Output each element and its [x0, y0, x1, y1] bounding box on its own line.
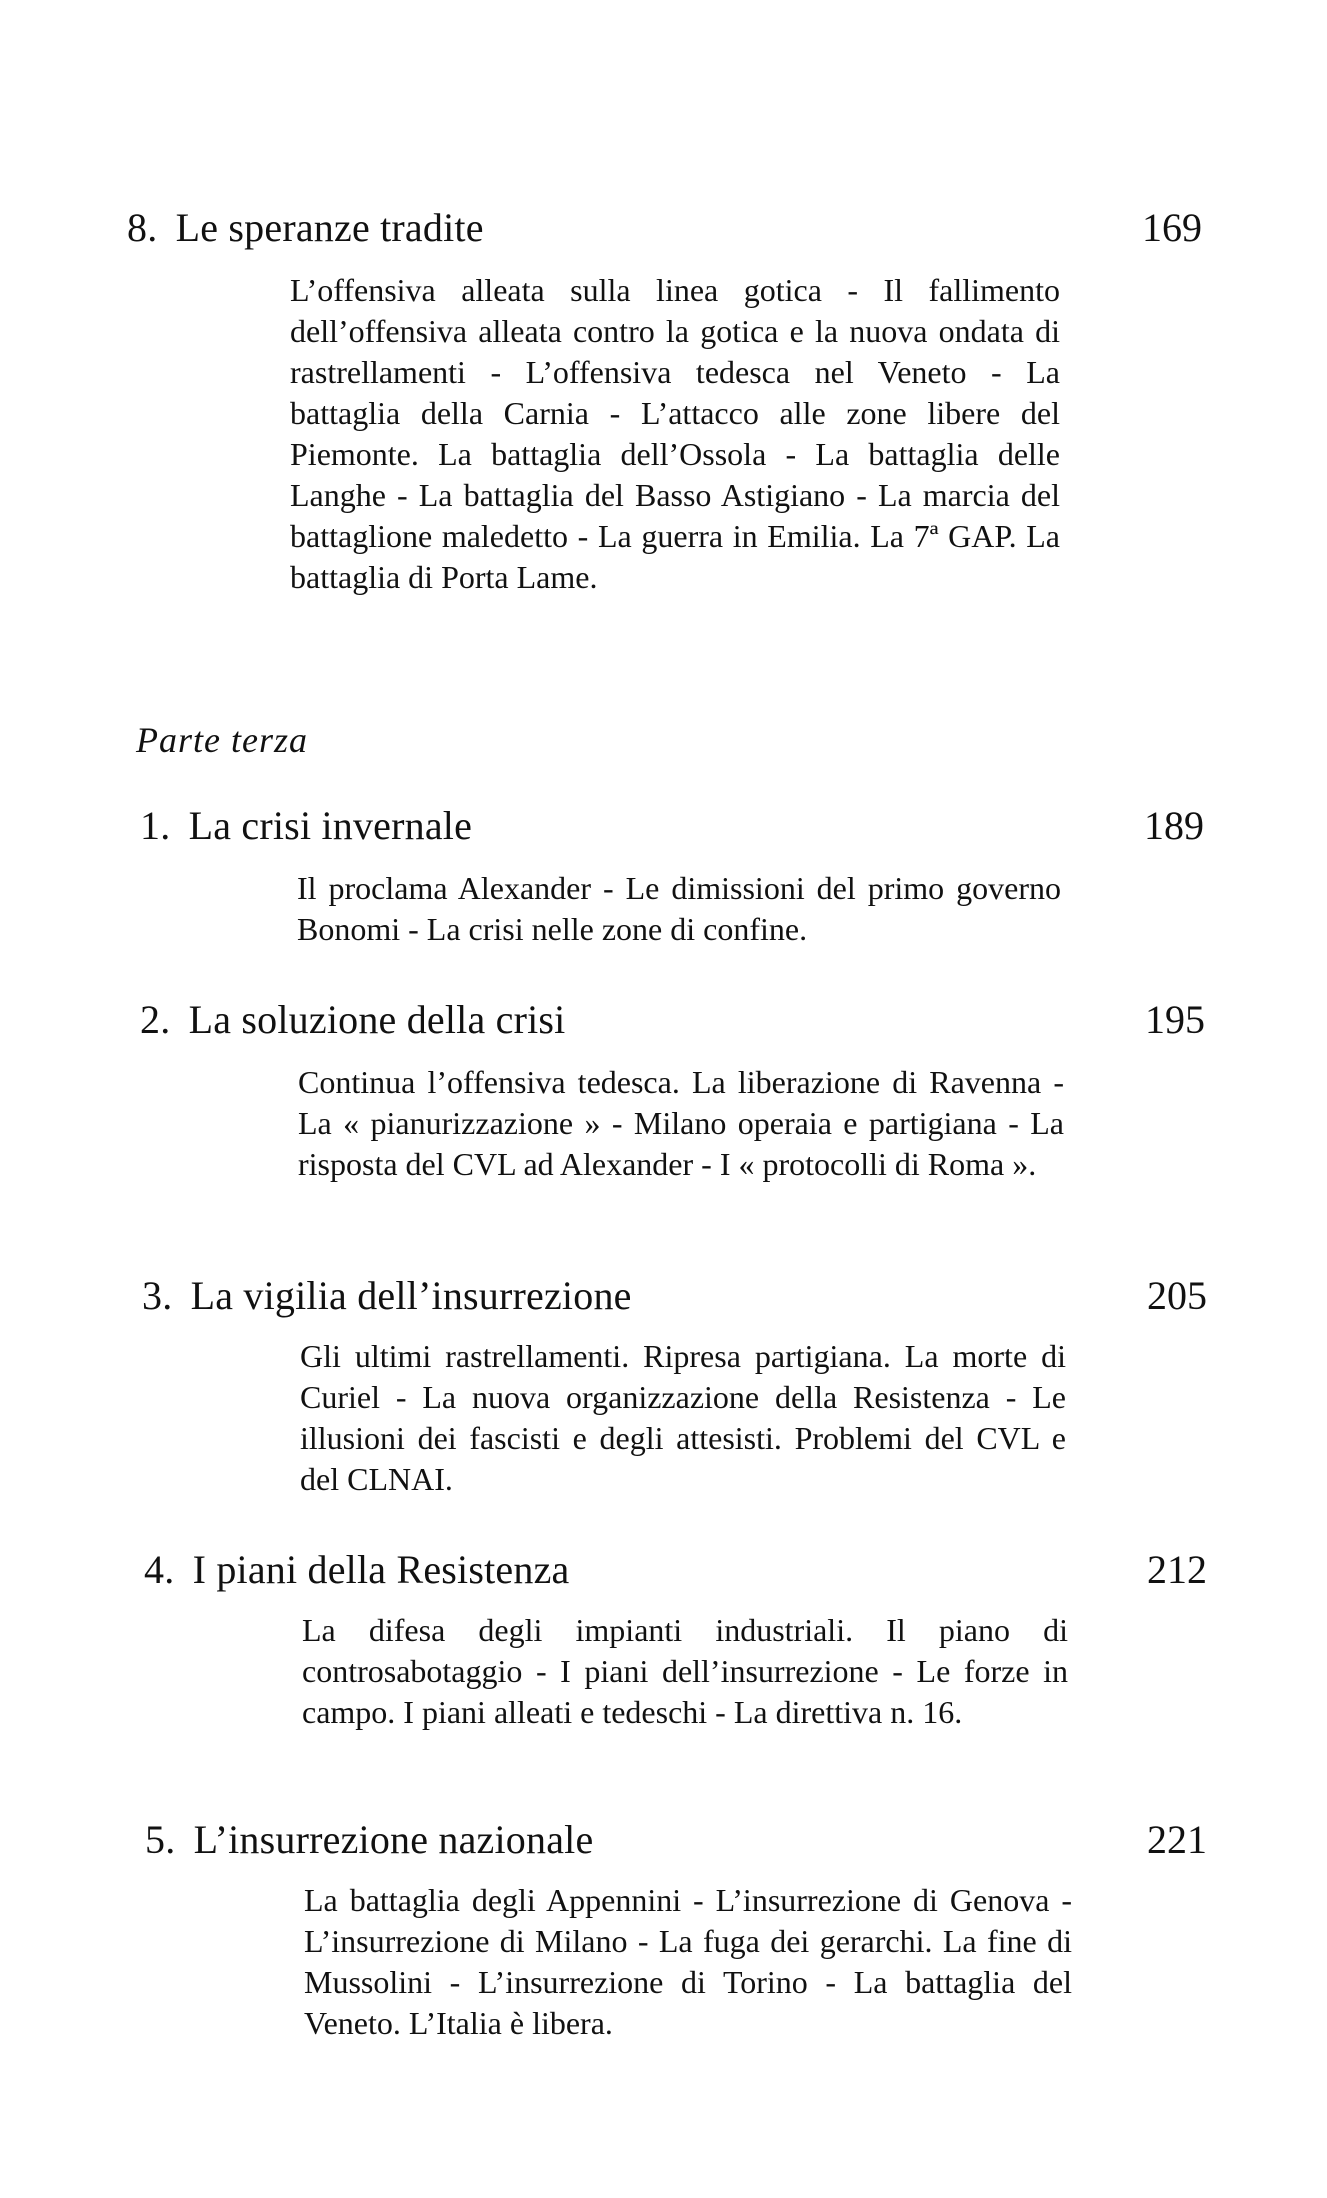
entry-title-text: L’insurrezione nazionale — [193, 1817, 594, 1862]
entry-number: 8. — [127, 205, 158, 250]
entry-title-text: I piani della Resistenza — [192, 1547, 570, 1592]
toc-entry-1-page: 189 — [1144, 803, 1204, 848]
toc-entry-8-title — [127, 204, 484, 252]
toc-entry-3-title — [142, 1272, 632, 1320]
entry-number: 5. — [145, 1817, 176, 1862]
toc-entry-2-title — [140, 996, 566, 1044]
entry-number: 3. — [142, 1273, 173, 1318]
toc-entry-8-summary: L’offensiva alleata sulla linea gotica - Il fallimento dell’offensiva alleata contro la gotica e la nuova ondata di rastrellamenti - L’offensiva tedesca nel Veneto - La battaglia della Carnia - L’attacco alle zone libere del Piemonte. La battaglia dell’Ossola - La battaglia delle Langhe - La battaglia del Basso Astigiano - La marcia del battaglione maledetto - La guerra in Emilia. La 7ª GAP. La battaglia di Porta Lame. — [290, 272, 1060, 595]
toc-entry-1-title — [140, 802, 472, 850]
toc-entry-5-title — [145, 1816, 593, 1864]
toc-entry-8-page: 169 — [1142, 205, 1202, 250]
entry-title-text: La vigilia dell’insurrezione — [190, 1273, 632, 1318]
toc-entry-4-page: 212 — [1147, 1547, 1207, 1592]
toc-entry-4-summary: La difesa degli impianti industriali. Il piano di controsabotaggio - I piani dell’insurrezione - Le forze in campo. I piani alleati e tedeschi - La direttiva n. 16. — [302, 1612, 1068, 1730]
toc-entry-1-summary: Il proclama Alexander - Le dimissioni del primo governo Bonomi - La crisi nelle zone di confine. — [297, 870, 1061, 947]
entry-number: 1. — [140, 803, 171, 848]
toc-entry-2-summary: Continua l’offensiva tedesca. La liberazione di Ravenna - La « pianurizzazione » - Milano operaia e partigiana - La risposta del CVL ad Alexander - I « protocolli di Roma ». — [298, 1064, 1064, 1182]
toc-entry-4-title — [144, 1546, 570, 1594]
entry-title-text: Le speranze tradite — [175, 205, 484, 250]
entry-title-text: La crisi invernale — [188, 803, 473, 848]
toc-entry-3-page: 205 — [1147, 1273, 1207, 1318]
toc-entry-5-page: 221 — [1147, 1817, 1207, 1862]
part-heading: Parte terza — [136, 720, 308, 760]
toc-entry-5-summary: La battaglia degli Appennini - L’insurrezione di Genova - L’insurrezione di Milano - La fuga dei gerarchi. La fine di Mussolini - L’insurrezione di Torino - La battaglia del Veneto. L’Italia è libera. — [304, 1882, 1072, 2041]
toc-entry-2-page: 195 — [1145, 997, 1205, 1042]
entry-number: 2. — [140, 997, 171, 1042]
entry-number: 4. — [144, 1547, 175, 1592]
entry-title-text: La soluzione della crisi — [188, 997, 566, 1042]
toc-entry-3-summary: Gli ultimi rastrellamenti. Ripresa partigiana. La morte di Curiel - La nuova organizzazione della Resistenza - Le illusioni dei fascisti e degli attesisti. Problemi del CVL e del CLNAI. — [300, 1338, 1066, 1497]
